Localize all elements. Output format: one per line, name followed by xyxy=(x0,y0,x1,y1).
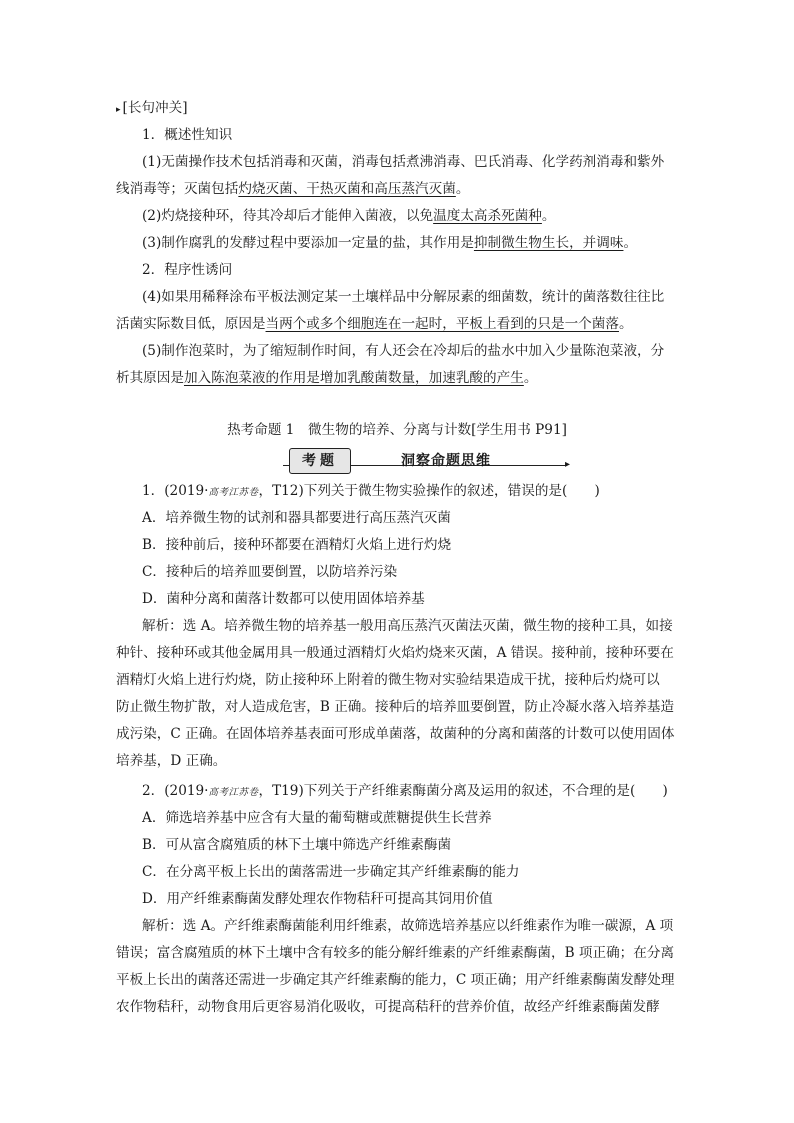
answer-underline: 当两个或多个细胞连在一起时，平板上看到的只是一个菌落 xyxy=(265,316,619,332)
banner-label: 考题 xyxy=(289,448,351,474)
banner-subtitle: 洞察命题思维 xyxy=(401,453,491,469)
question-1-analysis-line: 成污染，C 正确。在固体培养基表面可形成单菌落，故菌种的分离和菌落的计数可以使用固体 xyxy=(116,726,675,742)
question-2-option-c: C．在分离平板上长出的菌落需进一步确定其产纤维素酶的能力 xyxy=(142,864,520,880)
item-4-line-2: 活菌实际数目低，原因是当两个或多个细胞连在一起时，平板上看到的只是一个菌落。 xyxy=(116,316,633,332)
item-1-line-2: 线消毒等；灭菌包括灼烧灭菌、干热灭菌和高压蒸汽灭菌。 xyxy=(116,181,470,197)
arrow-right-icon: ▸ xyxy=(565,459,571,470)
question-2-stem: 2．(2019·高考江苏卷，T19)下列关于产纤维素酶菌分离及运用的叙述，不合理的是( ) xyxy=(142,783,668,799)
question-2-option-d: D．用产纤维素酶菌发酵处理农作物秸秆可提高其饲用价值 xyxy=(142,891,493,907)
item-2: (2)灼烧接种环，待其冷却后才能伸入菌液，以免温度太高杀死菌种。 xyxy=(142,208,556,224)
question-source: 高考江苏卷 xyxy=(208,787,259,798)
question-1-option-b: B．接种前后，接种环都要在酒精灯火焰上进行灼烧 xyxy=(142,537,452,553)
item-5-line-1: (5)制作泡菜时，为了缩短制作时间，有人还会在冷却后的盐水中加入少量陈泡菜液，分 xyxy=(142,343,665,359)
item-5-line-2: 析其原因是加入陈泡菜液的作用是增加乳酸菌数量，加速乳酸的产生。 xyxy=(116,370,538,386)
question-2-option-a: A．筛选培养基中应含有大量的葡萄糖或蔗糖提供生长营养 xyxy=(142,810,492,826)
triangle-bullet-icon: ▸ xyxy=(116,105,121,115)
question-2-analysis-line: 农作物秸秆，动物食用后更容易消化吸收，可提高秸秆的营养价值，故经产纤维素酶菌发酵 xyxy=(116,999,660,1015)
question-source: 高考江苏卷 xyxy=(208,487,259,498)
answer-underline: 加入陈泡菜液的作用是增加乳酸菌数量，加速乳酸的产生 xyxy=(183,370,524,386)
hot-topic-title: 热考命题 1 微生物的培养、分离与计数[学生用书 P91] xyxy=(227,422,567,438)
question-2-option-b: B．可从富含腐殖质的林下土壤中筛选产纤维素酶菌 xyxy=(142,837,452,853)
question-1-analysis-line: 培养基，D 正确。 xyxy=(116,753,227,769)
question-1-option-c: C．接种后的培养皿要倒置，以防培养污染 xyxy=(142,564,398,580)
question-1-analysis-line: 酒精灯火焰上进行灼烧，防止接种环上附着的微生物对实验结果造成干扰，接种后灼烧可以 xyxy=(116,672,660,688)
item-4-line-1: (4)如果用稀释涂布平板法测定某一土壤样品中分解尿素的细菌数，统计的菌落数往往比 xyxy=(142,289,665,305)
item-3: (3)制作腐乳的发酵过程中要添加一定量的盐，其作用是抑制微生物生长，并调味。 xyxy=(142,235,638,251)
section-header: ▸ [长句冲关] xyxy=(116,100,188,116)
question-1-stem: 1．(2019·高考江苏卷，T12)下列关于微生物实验操作的叙述，错误的是( ) xyxy=(142,483,600,499)
question-1-analysis-line: 种针、接种环或其他金属用具一般通过酒精灯火焰灼烧来灭菌，A 错误。接种前，接种环要在 xyxy=(116,645,674,661)
question-1-analysis-line: 解析：选 A。培养微生物的培养基一般用高压蒸汽灭菌法灭菌，微生物的接种工具，如接 xyxy=(142,618,673,634)
question-2-analysis-line: 平板上长出的菌落还需进一步确定其产纤维素酶的能力，C 项正确；用产纤维素酶菌发酵处理 xyxy=(116,972,675,988)
exam-banner xyxy=(283,448,573,474)
question-2-analysis-line: 错误；富含腐殖质的林下土壤中含有较多的能分解纤维素的产纤维素酶菌，B 项正确；在分离 xyxy=(116,945,675,961)
question-1-analysis-line: 防止微生物扩散，对人造成危害，B 正确。接种后的培养皿要倒置，防止冷凝水落入培养基造 xyxy=(116,699,675,715)
answer-underline: 抑制微生物生长，并调味 xyxy=(473,235,624,251)
answer-underline: 灼烧灭菌、干热灭菌和高压蒸汽灭菌 xyxy=(238,181,456,197)
question-1-option-a: A．培养微生物的试剂和器具都要进行高压蒸汽灭菌 xyxy=(142,510,451,526)
subsection-title-1: 1．概述性知识 xyxy=(142,127,233,143)
subsection-title-2: 2．程序性诱问 xyxy=(142,262,233,278)
question-2-analysis-line: 解析：选 A。产纤维素酶菌能利用纤维素，故筛选培养基应以纤维素作为唯一碳源，A 项 xyxy=(142,918,674,934)
question-1-option-d: D．菌种分离和菌落计数都可以使用固体培养基 xyxy=(142,591,425,607)
answer-underline: 温度太高杀死菌种 xyxy=(433,208,542,224)
item-1-line-1: (1)无菌操作技术包括消毒和灭菌，消毒包括煮沸消毒、巴氏消毒、化学药剂消毒和紫外 xyxy=(142,154,665,170)
